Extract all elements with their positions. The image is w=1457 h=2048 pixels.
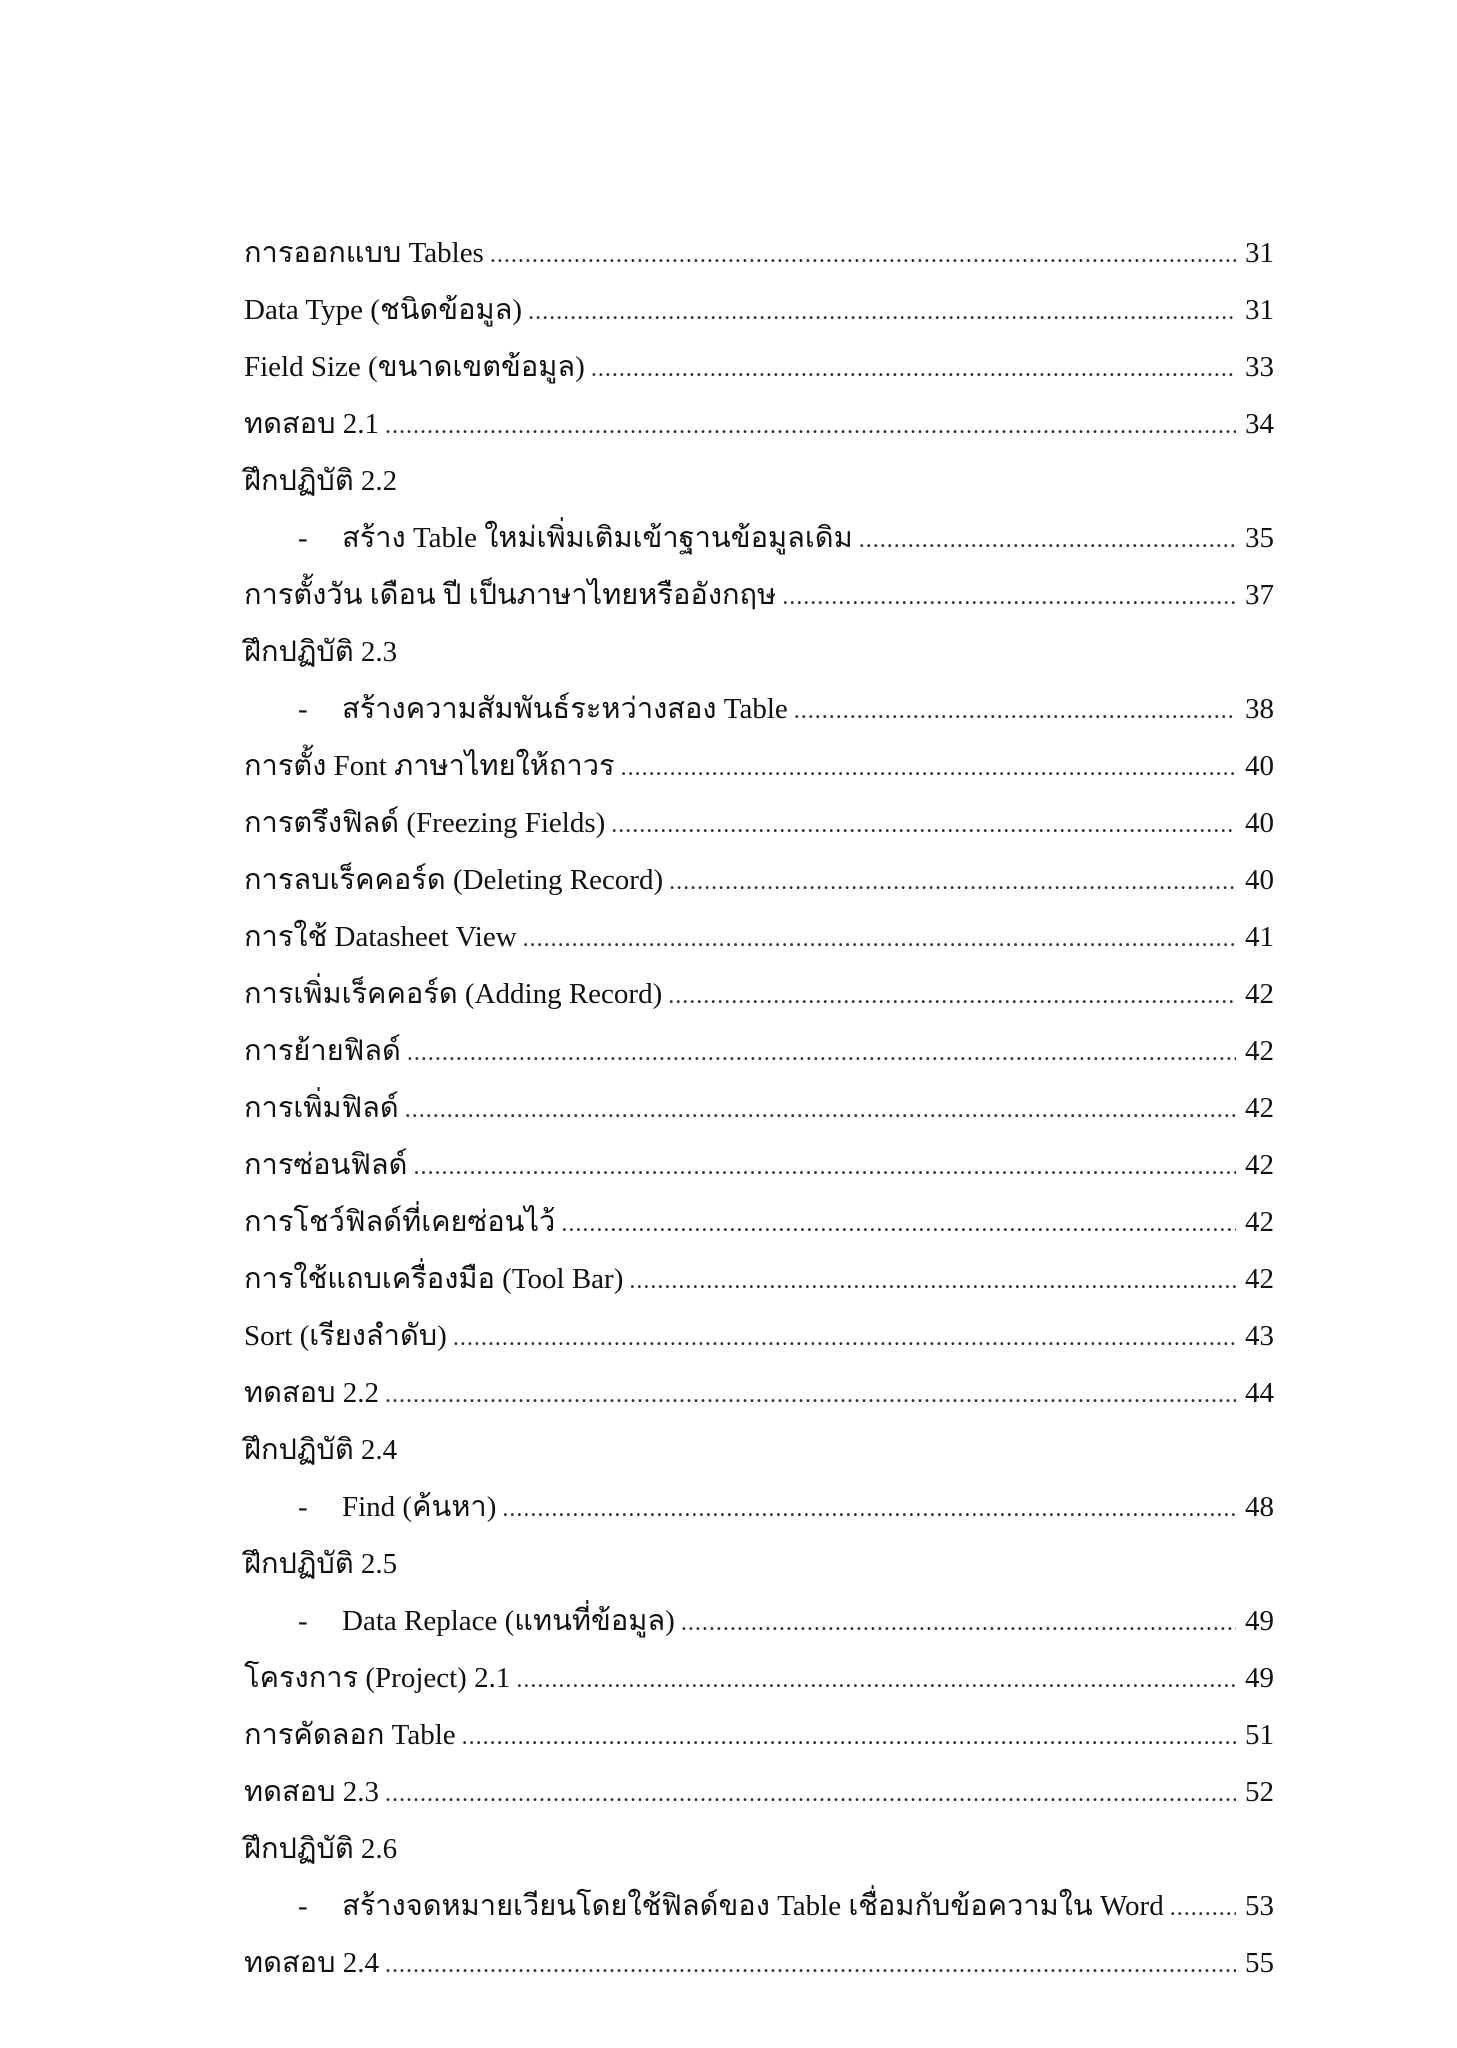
toc-page-number: 44 [1245,1377,1274,1409]
toc-entry-label: การใช้ Datasheet View [244,921,517,953]
toc-entry-label: โครงการ (Project) 2.1 [244,1662,511,1694]
toc-dot-leader [462,1709,1236,1766]
toc-entry [244,852,1274,909]
toc-entry-label: การตรึงฟิลด์ (Freezing Fields) [244,807,606,839]
toc-entry [244,1422,1274,1479]
toc-dot-leader [385,1937,1236,1994]
toc-page-number: 51 [1245,1719,1274,1751]
toc-entry [244,1821,1274,1878]
toc-dot-leader [611,797,1236,854]
toc-entry [244,225,1274,282]
toc-entry-label: ฝึกปฏิบัติ 2.6 [244,1833,398,1865]
toc-entry [244,966,1274,1023]
toc-dot-leader [1170,1880,1236,1937]
toc-page-number: 42 [1245,978,1274,1010]
toc-entry-label: สร้างจดหมายเวียนโดยใช้ฟิลด์ของ Table เชื่อมกับข้อความใน Word [342,1890,1164,1922]
toc-entry-label: การลบเร็คคอร์ด (Deleting Record) [244,864,664,896]
toc-entry-label: การตั้งวัน เดือน ปี เป็นภาษาไทยหรืออังกฤษ [244,579,777,611]
toc-page-number: 31 [1245,294,1274,326]
toc-entry-label: ทดสอบ 2.1 [244,408,379,440]
toc-entry-label: การโชว์ฟิลด์ที่เคยซ่อนไว้ [244,1206,556,1238]
toc-entry [244,282,1274,339]
toc-dot-leader [528,284,1236,341]
toc-entry-label: การตั้ง Font ภาษาไทยให้ถาวร [244,750,615,782]
toc-dot-leader [591,341,1236,398]
toc-entry [244,1251,1274,1308]
toc-dot-leader [669,854,1236,911]
toc-bullet: - [298,1890,308,1922]
toc-bullet: - [298,1605,308,1637]
toc-page-number: 35 [1245,522,1274,554]
toc-entry-label: ทดสอบ 2.2 [244,1377,379,1409]
toc-entry-label: การเพิ่มเร็คคอร์ด (Adding Record) [244,978,663,1010]
toc-entry [244,567,1274,624]
toc-subentry [244,1593,1274,1650]
toc-entry-label: การออกแบบ Tables [244,237,484,269]
toc-entry [244,453,1274,510]
toc-entry [244,1935,1274,1992]
toc-entry-label: สร้างความสัมพันธ์ระหว่างสอง Table [342,693,788,725]
toc-entry-label: ฝึกปฏิบัติ 2.5 [244,1548,398,1580]
toc-dot-leader [794,683,1236,740]
toc-entry-label: Find (ค้นหา) [342,1491,497,1523]
toc-page-number: 42 [1245,1149,1274,1181]
toc-page-number: 37 [1245,579,1274,611]
toc-page-number: 53 [1245,1890,1274,1922]
toc-entry-label: Field Size (ขนาดเขตข้อมูล) [244,351,585,383]
toc-entry [244,1365,1274,1422]
toc-entry [244,1707,1274,1764]
toc-subentry [244,1479,1274,1536]
toc-entry [244,1536,1274,1593]
toc-page-number: 41 [1245,921,1274,953]
toc-entry [244,624,1274,681]
toc-entry [244,909,1274,966]
toc-entry [244,1023,1274,1080]
toc-entry [244,795,1274,852]
toc-entry [244,396,1274,453]
toc-dot-leader [859,512,1236,569]
toc-entry [244,1308,1274,1365]
toc-dot-leader [782,569,1236,626]
toc-entry-label: การย้ายฟิลด์ [244,1035,401,1067]
toc-entry-label: ฝึกปฏิบัติ 2.4 [244,1434,398,1466]
toc-page-number: 38 [1245,693,1274,725]
toc-page-number: 42 [1245,1035,1274,1067]
toc-dot-leader [668,968,1236,1025]
toc-dot-leader [621,740,1236,797]
toc-entry [244,1137,1274,1194]
toc-dot-leader [385,1766,1236,1823]
toc-dot-leader [490,227,1236,284]
toc-bullet: - [298,1491,308,1523]
toc-page-number: 40 [1245,750,1274,782]
toc-dot-leader [407,1025,1236,1082]
toc-dot-leader [516,1652,1236,1709]
toc-entry-label: Data Replace (แทนที่ข้อมูล) [342,1605,675,1637]
toc-dot-leader [385,1367,1236,1424]
toc-page-number: 42 [1245,1206,1274,1238]
toc-page-number: 33 [1245,351,1274,383]
toc-page-number: 42 [1245,1092,1274,1124]
toc-dot-leader [413,1139,1236,1196]
toc-dot-leader [629,1253,1236,1310]
toc-entry [244,1080,1274,1137]
toc-bullet: - [298,693,308,725]
toc-page-number: 52 [1245,1776,1274,1808]
toc-entry-label: Sort (เรียงลำดับ) [244,1320,447,1352]
toc-page-number: 49 [1245,1605,1274,1637]
toc-subentry [244,1878,1274,1935]
toc-page-number: 31 [1245,237,1274,269]
toc-dot-leader [502,1481,1236,1538]
toc-entry [244,1194,1274,1251]
toc-page-number: 49 [1245,1662,1274,1694]
toc-entry-label: การคัดลอก Table [244,1719,456,1751]
toc-page-number: 43 [1245,1320,1274,1352]
toc-dot-leader [561,1196,1236,1253]
toc-entry-label: สร้าง Table ใหม่เพิ่มเติมเข้าฐานข้อมูลเดิม [342,522,853,554]
toc-dot-leader [523,911,1236,968]
toc-entry [244,1650,1274,1707]
toc-entry-label: ทดสอบ 2.4 [244,1947,379,1979]
toc-entry-label: การใช้แถบเครื่องมือ (Tool Bar) [244,1263,624,1295]
toc-entry-label: Data Type (ชนิดข้อมูล) [244,294,523,326]
toc-entry-label: การซ่อนฟิลด์ [244,1149,408,1181]
toc-subentry [244,510,1274,567]
toc-dot-leader [681,1595,1236,1652]
toc-subentry [244,681,1274,738]
toc-page-number: 34 [1245,408,1274,440]
toc-page-number: 40 [1245,864,1274,896]
toc-entry [244,339,1274,396]
toc-bullet: - [298,522,308,554]
toc-entry-label: ทดสอบ 2.3 [244,1776,379,1808]
table-of-contents [244,225,1274,1992]
toc-dot-leader [385,398,1236,455]
toc-page-number: 48 [1245,1491,1274,1523]
toc-entry [244,1764,1274,1821]
toc-dot-leader [453,1310,1236,1367]
toc-page-number: 42 [1245,1263,1274,1295]
toc-entry [244,738,1274,795]
toc-entry-label: การเพิ่มฟิลด์ [244,1092,399,1124]
toc-entry-label: ฝึกปฏิบัติ 2.2 [244,465,398,497]
toc-page-number: 55 [1245,1947,1274,1979]
toc-dot-leader [405,1082,1236,1139]
toc-entry-label: ฝึกปฏิบัติ 2.3 [244,636,398,668]
toc-page-number: 40 [1245,807,1274,839]
